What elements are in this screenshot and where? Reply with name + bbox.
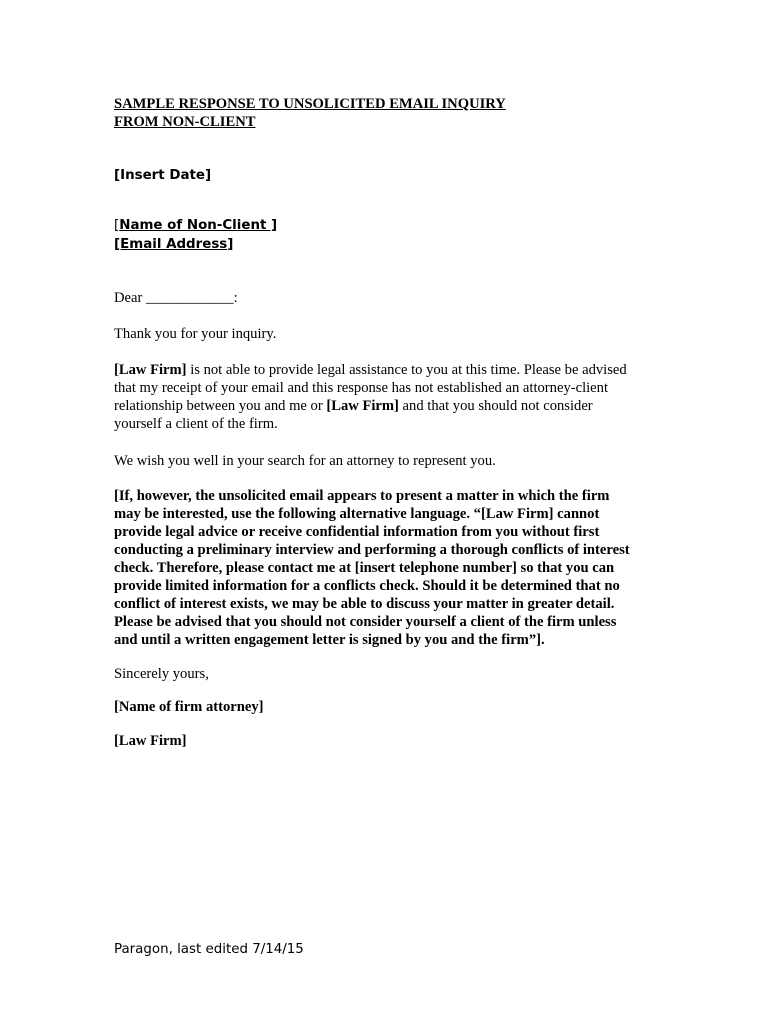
alternative-language-paragraph — [114, 487, 654, 649]
thanks-line: Thank you for your inquiry. — [114, 326, 277, 342]
date-placeholder: [Insert Date] — [114, 168, 212, 183]
alternative-line: provide limited information for a conflicts check. Should it be determined that no — [114, 578, 620, 594]
alternative-line: Please be advised that you should not consider yourself a client of the firm unless — [114, 614, 617, 630]
alternative-line: provide legal advice or receive confidential information from you without first — [114, 524, 600, 540]
law-firm-placeholder: [Law Firm] — [114, 362, 187, 378]
alternative-line: [If, however, the unsolicited email appears to present a matter in which the firm — [114, 488, 610, 504]
recipient-name — [114, 216, 654, 235]
paragraph1-line-1 — [114, 361, 654, 379]
salutation: Dear ____________: — [114, 290, 238, 306]
law-firm-placeholder: [Law Firm] — [326, 398, 399, 414]
alternative-line: conducting a preliminary interview and performing a thorough conflicts of interest — [114, 542, 630, 558]
alternative-line: and until a written engagement letter is signed by you and the firm”]. — [114, 632, 545, 648]
paragraph1-line-3-end: and that you should not consider — [398, 398, 593, 414]
recipient-email: [Email Address] — [114, 237, 234, 252]
recipient-name-bracket: [ — [114, 218, 120, 233]
alternative-line: conflict of interest exists, we may be able to discuss your matter in greater detail. — [114, 596, 615, 612]
signer-firm-placeholder: [Law Firm] — [114, 733, 187, 749]
paragraph-no-assistance — [114, 361, 654, 433]
recipient-name-text: Name of Non-Client ] — [119, 218, 278, 233]
closing-line: Sincerely yours, — [114, 666, 209, 682]
paragraph1-line-1-text: is not able to provide legal assistance to you at this time. Please be advised — [186, 362, 627, 378]
paragraph1-line-2: that my receipt of your email and this response has not established an attorney-client — [114, 380, 609, 396]
page-footer: Paragon, last edited 7/14/15 — [114, 942, 304, 957]
paragraph1-line-3 — [114, 397, 654, 415]
paragraph1-line-3-start: relationship between you and me or — [114, 398, 327, 414]
alternative-line: may be interested, use the following alternative language. “[Law Firm] cannot — [114, 506, 600, 522]
paragraph1-line-4: yourself a client of the firm. — [114, 416, 278, 432]
signer-name-placeholder: [Name of firm attorney] — [114, 699, 264, 715]
alternative-line: check. Therefore, please contact me at [insert telephone number] so that you can — [114, 560, 615, 576]
recipient-block — [114, 216, 654, 254]
document-title — [114, 95, 654, 131]
well-wishes-line: We wish you well in your search for an attorney to represent you. — [114, 453, 496, 469]
title-line-2: FROM NON-CLIENT — [114, 114, 256, 130]
title-line-1: SAMPLE RESPONSE TO UNSOLICITED EMAIL INQUIRY — [114, 96, 506, 112]
